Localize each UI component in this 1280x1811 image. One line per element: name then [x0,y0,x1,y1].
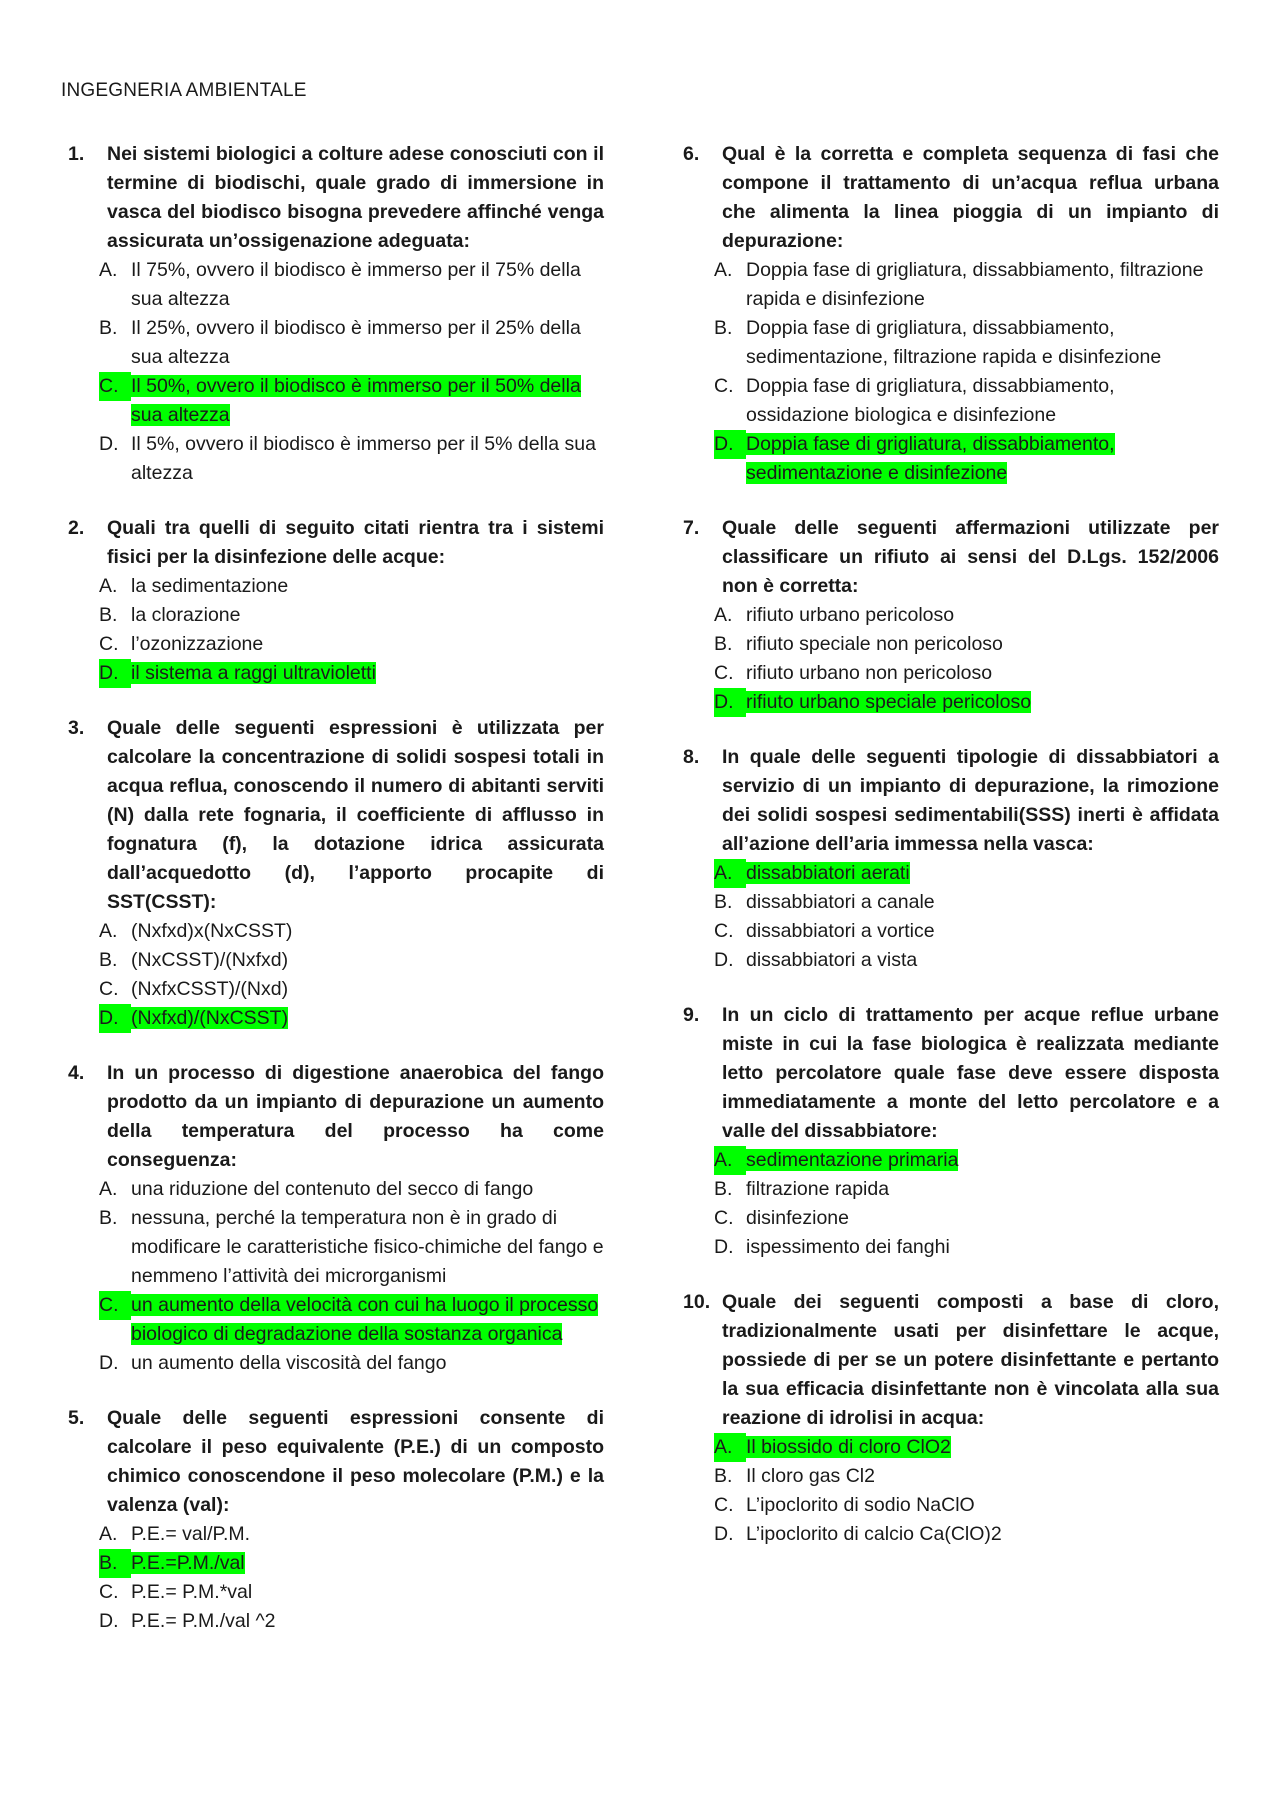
option-letter: D. [99,1004,131,1033]
option-letter: D. [714,430,746,459]
option-text: un aumento della velocità con cui ha luogo il processo biologico di degradazione della sostanza organica [131,1294,599,1345]
question-text: In quale delle seguenti tipologie di dissabbiatori a servizio di un impianto di depurazione, la rimozione dei solidi sospesi sedimentabili(SSS) inerti è affidata all’azione dell’aria immessa nella vasca: [722,746,1219,855]
question-text: Quali tra quelli di seguito citati rientra tra i sistemi fisici per la disinfezione delle acque: [107,517,604,568]
question-7 [683,514,1219,717]
answer-option [714,314,1219,372]
answer-options [68,1175,604,1378]
answer-option-correct [714,688,1219,717]
option-text: Il 75%, ovvero il biodisco è immerso per il 75% della sua altezza [131,259,581,310]
document-title: INGEGNERIA AMBIENTALE [61,80,307,101]
option-text: la sedimentazione [131,575,289,597]
question-4 [68,1059,604,1378]
option-text: P.E.= val/P.M. [131,1523,251,1545]
option-letter: D. [714,949,734,971]
option-text: L’ipoclorito di calcio Ca(ClO)2 [746,1523,1002,1545]
question-header [683,1288,1219,1433]
option-text: disinfezione [746,1207,849,1229]
answer-option-correct [99,659,604,688]
option-text: dissabbiatori aerati [746,862,910,884]
answer-option [714,1175,1219,1204]
option-letter: A. [714,1433,746,1462]
question-number: 9. [683,1004,700,1026]
option-text-wrapper [746,1462,1219,1491]
option-text-wrapper [746,1433,1219,1462]
option-text-wrapper [131,372,604,430]
option-text-wrapper [746,430,1219,488]
option-letter: A. [714,859,746,888]
option-text: Il 5%, ovvero il biodisco è immerso per il 5% della sua altezza [131,433,596,484]
option-text: P.E.=P.M./val [131,1552,245,1574]
answer-option [714,946,1219,975]
answer-option [99,1204,604,1291]
option-text: P.E.= P.M.*val [131,1581,253,1603]
option-text-wrapper [131,630,604,659]
option-letter: C. [99,633,119,655]
answer-option-correct [714,1146,1219,1175]
option-letter: B. [99,604,118,626]
option-letter: B. [99,317,118,339]
option-text: una riduzione del contenuto del secco di fango [131,1178,534,1200]
question-text: Qual è la corretta e completa sequenza di fasi che compone il trattamento di un’acqua reflua urbana che alimenta la linea pioggia di un impianto di depurazione: [722,143,1219,252]
option-letter: D. [714,688,746,717]
option-text-wrapper [746,314,1219,372]
option-text: dissabbiatori a canale [746,891,935,913]
question-text: Quale delle seguenti espressioni consente di calcolare il peso equivalente (P.E.) di un composto chimico conoscendone il peso molecolare (P.M.) e la valenza (val): [107,1407,604,1516]
answer-option [99,1607,604,1636]
option-text-wrapper [746,630,1219,659]
option-letter: D. [99,1610,119,1632]
option-text-wrapper [131,314,604,372]
answer-option [714,372,1219,430]
answer-options [68,1520,604,1636]
answer-option [714,1204,1219,1233]
question-1 [68,140,604,488]
option-text-wrapper [746,1146,1219,1175]
answer-option [99,946,604,975]
option-letter: A. [99,575,118,597]
question-text: Quale delle seguenti espressioni è utilizzata per calcolare la concentrazione di solidi sospesi totali in acqua reflua, conoscendo il numero di abitanti serviti (N) dalla rete fognaria, il coefficiente di afflusso in fognatura (f), la dotazione idrica assicurata dall’acquedotto (d), l’apporto procapite di SST(CSST): [107,717,604,913]
answer-option [714,1462,1219,1491]
answer-option-correct [99,1549,604,1578]
option-text: Doppia fase di grigliatura, dissabbiamento, sedimentazione, filtrazione rapida e disinfezione [746,317,1162,368]
answer-option [714,1233,1219,1262]
option-text: rifiuto urbano pericoloso [746,604,955,626]
option-text: dissabbiatori a vista [746,949,918,971]
option-text-wrapper [131,1578,604,1607]
option-text-wrapper [746,372,1219,430]
answer-option [714,917,1219,946]
answer-option-correct [99,1004,604,1033]
question-2 [68,514,604,688]
option-text-wrapper [746,946,1219,975]
option-text-wrapper [131,572,604,601]
option-text-wrapper [131,1204,604,1291]
question-number: 7. [683,517,700,539]
option-text: l’ozonizzazione [131,633,264,655]
option-text: rifiuto speciale non pericoloso [746,633,1003,655]
option-text: L’ipoclorito di sodio NaClO [746,1494,975,1516]
option-letter: A. [714,604,733,626]
question-10 [683,1288,1219,1549]
question-header [683,140,1219,256]
answer-options [68,917,604,1033]
answer-option [99,430,604,488]
option-letter: A. [714,259,733,281]
answer-option [714,888,1219,917]
option-text: Il cloro gas Cl2 [746,1465,875,1487]
option-text: rifiuto urbano speciale pericoloso [746,691,1032,713]
question-text: In un processo di digestione anaerobica del fango prodotto da un impianto di depurazione un aumento della temperatura del processo ha come conseguenza: [107,1062,604,1171]
left-column [68,140,604,1662]
option-letter: D. [99,1352,119,1374]
question-number: 4. [68,1062,85,1084]
answer-option [714,1491,1219,1520]
question-text: In un ciclo di trattamento per acque reflue urbane miste in cui la fase biologica è realizzata mediante letto percolatore quale fase deve essere disposta immediatamente a monte del letto percolatore e a valle del dissabbiatore: [722,1004,1219,1142]
question-header [68,140,604,256]
answer-options [683,256,1219,488]
question-8 [683,743,1219,975]
option-letter: D. [714,1236,734,1258]
option-text: nessuna, perché la temperatura non è in grado di modificare le caratteristiche fisico-chimiche del fango e nemmeno l’attività dei microrganismi [131,1207,604,1287]
option-text-wrapper [746,1175,1219,1204]
question-header [683,743,1219,859]
question-header [683,1001,1219,1146]
option-letter: B. [714,1465,733,1487]
answer-options [683,1146,1219,1262]
answer-option [99,1349,604,1378]
option-text-wrapper [746,1520,1219,1549]
option-letter: B. [714,891,733,913]
option-text-wrapper [131,659,604,688]
option-text-wrapper [746,1491,1219,1520]
option-text: dissabbiatori a vortice [746,920,935,942]
answer-option [99,256,604,314]
question-header [683,514,1219,601]
question-number: 3. [68,717,85,739]
option-text-wrapper [131,1291,604,1349]
question-text: Quale delle seguenti affermazioni utilizzate per classificare un rifiuto ai sensi del D.Lgs. 152/2006 non è corretta: [722,517,1219,597]
option-letter: C. [714,920,734,942]
option-text: (NxCSST)/(Nxfxd) [131,949,289,971]
option-text: sedimentazione primaria [746,1149,959,1171]
answer-option [99,572,604,601]
option-text: un aumento della viscosità del fango [131,1352,447,1374]
option-letter: A. [714,1146,746,1175]
option-text: Doppia fase di grigliatura, dissabbiamento, filtrazione rapida e disinfezione [746,259,1204,310]
question-header [68,514,604,572]
option-text-wrapper [746,688,1219,717]
option-letter: B. [99,949,118,971]
option-text-wrapper [746,659,1219,688]
option-text-wrapper [131,975,604,1004]
option-text: P.E.= P.M./val ^2 [131,1610,276,1632]
answer-option-correct [714,859,1219,888]
question-number: 10. [683,1291,711,1313]
option-letter: C. [99,1291,131,1320]
answer-options [68,256,604,488]
option-letter: C. [714,1207,734,1229]
option-letter: B. [714,1178,733,1200]
answer-options [683,1433,1219,1549]
option-letter: D. [99,433,119,455]
option-text: filtrazione rapida [746,1178,890,1200]
answer-option [99,1175,604,1204]
option-letter: A. [99,259,118,281]
option-text-wrapper [131,1004,604,1033]
answer-option-correct [714,430,1219,488]
answer-option [99,601,604,630]
option-text: (NxfxCSST)/(Nxd) [131,978,289,1000]
option-letter: A. [99,1523,118,1545]
option-text-wrapper [131,1520,604,1549]
answer-option [714,1520,1219,1549]
question-9 [683,1001,1219,1262]
question-number: 2. [68,517,85,539]
option-text: ispessimento dei fanghi [746,1236,950,1258]
option-text-wrapper [746,917,1219,946]
question-number: 5. [68,1407,85,1429]
option-text-wrapper [131,917,604,946]
answer-option [99,975,604,1004]
answer-option [99,630,604,659]
answer-option [714,601,1219,630]
question-6 [683,140,1219,488]
option-text-wrapper [746,859,1219,888]
option-text-wrapper [131,1607,604,1636]
option-text: Doppia fase di grigliatura, dissabbiamento, ossidazione biologica e disinfezione [746,375,1115,426]
option-text: (Nxfxd)x(NxCSST) [131,920,293,942]
option-letter: B. [99,1207,118,1229]
answer-options [683,601,1219,717]
question-header [68,1404,604,1520]
answer-option [99,314,604,372]
option-text-wrapper [131,1349,604,1378]
question-header [68,1059,604,1175]
right-column [683,140,1219,1575]
option-text-wrapper [131,946,604,975]
answer-option [99,1578,604,1607]
option-letter: D. [99,659,131,688]
answer-option-correct [714,1433,1219,1462]
option-text: rifiuto urbano non pericoloso [746,662,993,684]
question-3 [68,714,604,1033]
option-text: Il 25%, ovvero il biodisco è immerso per il 25% della sua altezza [131,317,581,368]
option-text-wrapper [746,888,1219,917]
option-text-wrapper [131,601,604,630]
option-text: la clorazione [131,604,241,626]
option-letter: B. [99,1549,131,1578]
answer-option [99,917,604,946]
option-letter: B. [714,633,733,655]
option-letter: C. [99,1581,119,1603]
option-text: Il biossido di cloro ClO2 [746,1436,951,1458]
option-letter: A. [99,920,118,942]
answer-option-correct [99,1291,604,1349]
answer-option-correct [99,372,604,430]
option-text-wrapper [746,1204,1219,1233]
option-text-wrapper [746,1233,1219,1262]
answer-option [714,659,1219,688]
question-number: 1. [68,143,85,165]
question-5 [68,1404,604,1636]
question-number: 6. [683,143,700,165]
question-header [68,714,604,917]
option-text: Doppia fase di grigliatura, dissabbiamento, sedimentazione e disinfezione [746,433,1115,484]
option-text-wrapper [746,601,1219,630]
option-letter: C. [99,372,131,401]
option-letter: D. [714,1523,734,1545]
option-letter: C. [714,662,734,684]
option-text: il sistema a raggi ultravioletti [131,662,376,684]
option-letter: C. [714,1494,734,1516]
option-text-wrapper [746,256,1219,314]
option-text: Il 50%, ovvero il biodisco è immerso per il 50% della sua altezza [131,375,581,426]
option-text-wrapper [131,256,604,314]
question-text: Quale dei seguenti composti a base di cloro, tradizionalmente usati per disinfettare le acque, possiede di per se un potere disinfettante e pertanto la sua efficacia disinfettante non è vincolata alla sua reazione di idrolisi in acqua: [722,1291,1219,1429]
option-letter: B. [714,317,733,339]
option-letter: C. [714,375,734,397]
question-text: Nei sistemi biologici a colture adese conosciuti con il termine di biodischi, quale grado di immersione in vasca del biodisco bisogna prevedere affinché venga assicurata un’ossigenazione adeguata: [107,143,604,252]
answer-options [68,572,604,688]
answer-options [683,859,1219,975]
answer-option [714,256,1219,314]
option-text-wrapper [131,1175,604,1204]
answer-option [99,1520,604,1549]
option-letter: A. [99,1178,118,1200]
answer-option [714,630,1219,659]
option-text-wrapper [131,1549,604,1578]
option-text-wrapper [131,430,604,488]
option-text: (Nxfxd)/(NxCSST) [131,1007,289,1029]
question-number: 8. [683,746,700,768]
option-letter: C. [99,978,119,1000]
